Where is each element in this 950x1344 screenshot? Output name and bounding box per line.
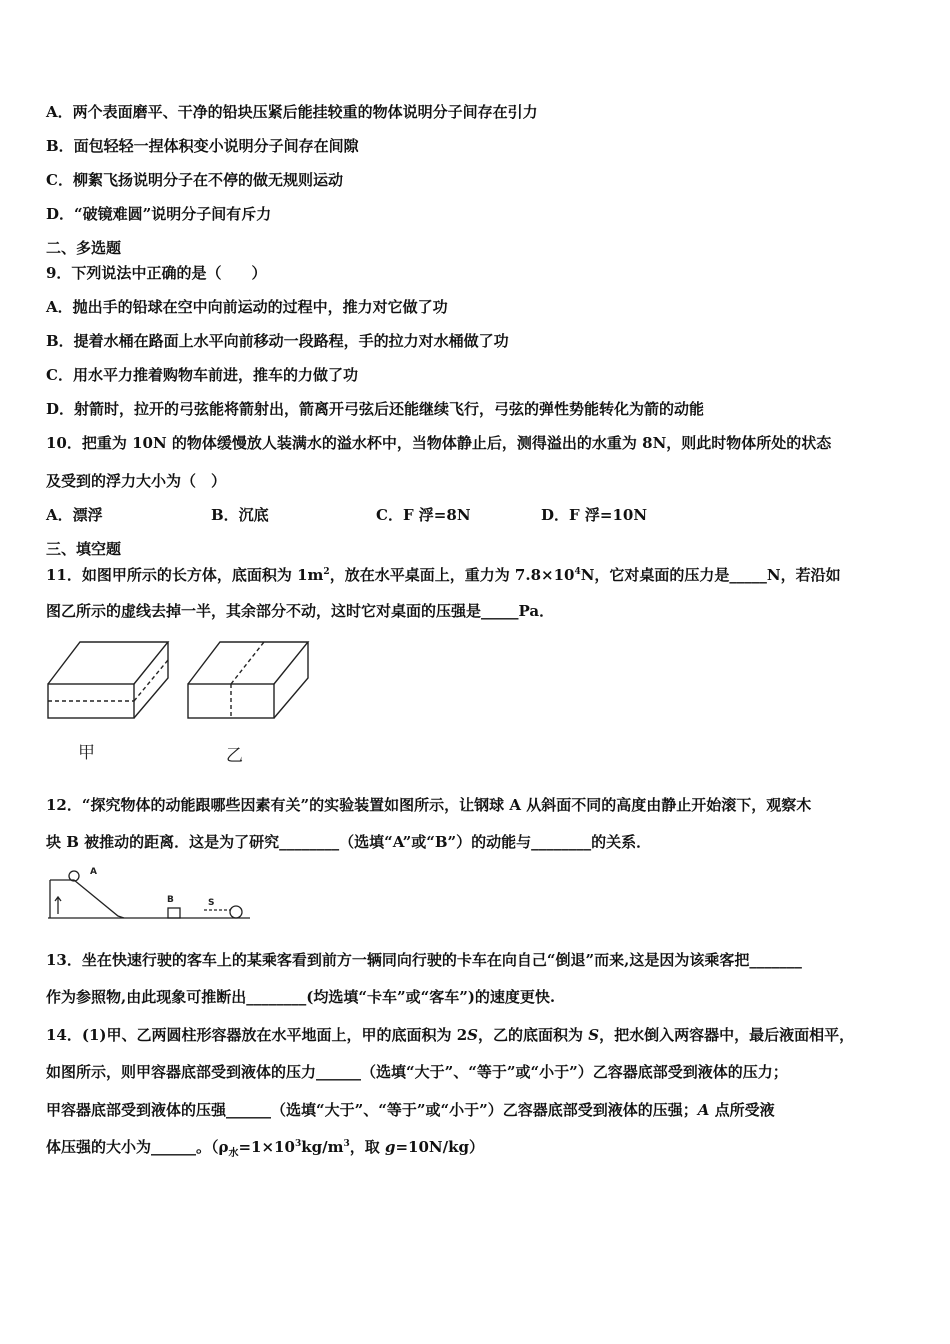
box-yi-drawing — [188, 642, 308, 718]
q14-text-9: ，取 — [349, 1138, 385, 1156]
box-jia-drawing — [48, 642, 168, 718]
q14-var-a: A — [697, 1101, 710, 1119]
q14-stem-line2: 如图所示，则甲容器底部受到液体的压力______（选填“大于”、“等于”或“小于”）乙容器底部受到液体的压力； — [46, 1063, 788, 1081]
q11-text-1: 11．如图甲所示的长方体，底面积为 1m — [46, 566, 324, 584]
q9-option-d: D．射箭时，拉开的弓弦能将箭射出，箭离开弓弦后还能继续飞行，弓弦的弹性势能转化为箭的动能 — [46, 400, 705, 418]
q10-stem-line1: 10．把重为 10N 的物体缓慢放人装满水的溢水杯中，当物体静止后，测得溢出的水重为 8N，则此时物体所处的状态 — [46, 434, 832, 452]
section-title-fill-in: 三、填空题 — [46, 540, 122, 558]
box-yi-side — [274, 642, 308, 718]
q12-fig-label-s: S — [208, 898, 215, 908]
q11-stem-line1 — [46, 565, 841, 585]
q14-stem-line1 — [46, 1025, 854, 1045]
q12-fig-label-a: A — [90, 867, 97, 877]
q8-option-d: D．“破镜难圆”说明分子间有斥力 — [46, 205, 272, 223]
q14-stem-line3 — [46, 1100, 775, 1120]
q14-text-10: =10N/kg） — [395, 1138, 484, 1156]
q14-text-1: 14．(1)甲、乙两圆柱形容器放在水平地面上，甲的底面积为 2 — [46, 1026, 468, 1044]
q11-sup-1: 2 — [323, 567, 330, 577]
q11-text-3: N，它对桌面的压力是_____N，若沿如 — [580, 566, 841, 584]
box-yi-cut-line-top — [231, 642, 264, 684]
q8-option-b: B．面包轻轻一捏体积变小说明分子间存在间隙 — [46, 137, 359, 155]
q13-stem-line1: 13．坐在快速行驶的客车上的某乘客看到前方一辆同向行驶的卡车在向自己“倒退”而来,这是因为该乘客把_______ — [46, 951, 802, 969]
q11-fig-label-jia: 甲 — [78, 743, 95, 763]
q14-text-6: 体压强的大小为______。（ρ — [46, 1138, 229, 1156]
q14-sup-1: 3 — [294, 1139, 302, 1149]
q14-text-7: =1×10 — [238, 1138, 295, 1156]
q12-fig-label-b: B — [167, 895, 174, 905]
q11-fig-label-yi: 乙 — [226, 746, 243, 766]
box-jia-side — [134, 642, 168, 718]
q12-stem-line1: 12．“探究物体的动能跟哪些因素有关”的实验装置如图所示，让钢球 A 从斜面不同的高度由静止开始滚下，观察木 — [46, 796, 812, 814]
q9-stem: 9．下列说法中正确的是（ ） — [46, 264, 267, 282]
q11-stem-line2: 图乙所示的虚线去掉一半，其余部分不动，这时它对桌面的压强是_____Pa． — [46, 602, 555, 620]
section-title-multiple-choice: 二、多选题 — [46, 239, 122, 257]
q14-stem-line4 — [46, 1137, 484, 1157]
ball-end — [230, 906, 242, 918]
q14-var-g: g — [384, 1138, 396, 1156]
box-jia-top — [48, 642, 168, 684]
q11-sup-2: 4 — [574, 567, 581, 577]
q11-text-2: ，放在水平桌面上，重力为 7.8×10 — [329, 566, 575, 584]
q12-ramp-figure — [44, 868, 254, 924]
block-b — [168, 908, 180, 918]
q10-option-b: B．沉底 — [211, 506, 269, 524]
box-jia-cut-line-side — [134, 660, 168, 701]
box-yi-top — [188, 642, 308, 684]
q14-sup-2: 3 — [343, 1139, 350, 1149]
q14-text-3: ，把水倒入两容器中，最后液面相平， — [599, 1026, 855, 1044]
q12-stem-line2: 块 B 被推动的距离．这是为了研究________（选填“A”或“B”）的动能与________的关系． — [46, 833, 652, 851]
q9-option-c: C．用水平力推着购物车前进，推车的力做了功 — [46, 366, 358, 384]
q9-option-b: B．提着水桶在路面上水平向前移动一段路程，手的拉力对水桶做了功 — [46, 332, 509, 350]
ramp-slope — [50, 880, 124, 918]
q14-text-5: 点所受液 — [709, 1101, 775, 1119]
q14-var-s1: S — [467, 1026, 479, 1044]
q14-var-s2: S — [588, 1026, 600, 1044]
q9-option-a: A．抛出手的铅球在空中向前运动的过程中，推力对它做了功 — [46, 298, 448, 316]
q14-sub-water: 水 — [228, 1148, 239, 1159]
q8-option-c: C．柳絮飞扬说明分子在不停的做无规则运动 — [46, 171, 343, 189]
q8-option-a: A．两个表面磨平、干净的铅块压紧后能挂较重的物体说明分子间存在引力 — [46, 103, 538, 121]
q14-text-2: ，乙的底面积为 — [478, 1026, 589, 1044]
q10-option-c: C．F 浮=8N — [376, 506, 471, 524]
q10-option-d: D．F 浮=10N — [541, 506, 648, 524]
q14-text-4: 甲容器底部受到液体的压强______（选填“大于”、“等于”或“小于”）乙容器底部受到液体的压强； — [46, 1101, 698, 1119]
q13-stem-line2: 作为参照物,由此现象可推断出________(均选填“卡车”或“客车”)的速度更快. — [46, 988, 556, 1006]
q10-option-a: A．漂浮 — [46, 506, 103, 524]
q14-text-8: kg/m — [301, 1138, 344, 1156]
q10-stem-line2: 及受到的浮力大小为（ ） — [46, 472, 227, 490]
